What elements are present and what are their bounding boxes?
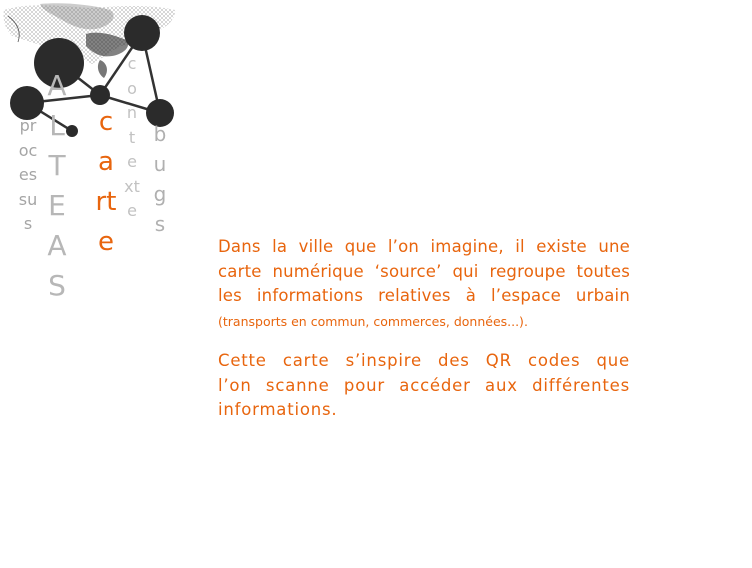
nav-bugs[interactable]: bugs xyxy=(153,122,167,236)
nav-alteas[interactable]: ALTEAS xyxy=(47,69,67,302)
nav-carte[interactable]: carte xyxy=(95,107,117,257)
paragraph-1-note: (transports en commun, commerces, données...). xyxy=(218,313,528,329)
paragraph-1-text: Dans la ville que l’on imagine, il existe une carte numérique ‘source’ qui regroupe toutes les informations relatives à l’espace urbain xyxy=(218,237,630,305)
paragraph-1 xyxy=(218,235,630,334)
node-contexte xyxy=(124,15,160,51)
content-block xyxy=(218,235,630,423)
nav-processus[interactable]: processus xyxy=(18,116,38,233)
paragraph-2: Cette carte s’inspire des QR codes que l’on scanne pour accéder aux différentes informations. xyxy=(218,351,630,419)
nav-contexte[interactable]: contexte xyxy=(124,54,140,220)
